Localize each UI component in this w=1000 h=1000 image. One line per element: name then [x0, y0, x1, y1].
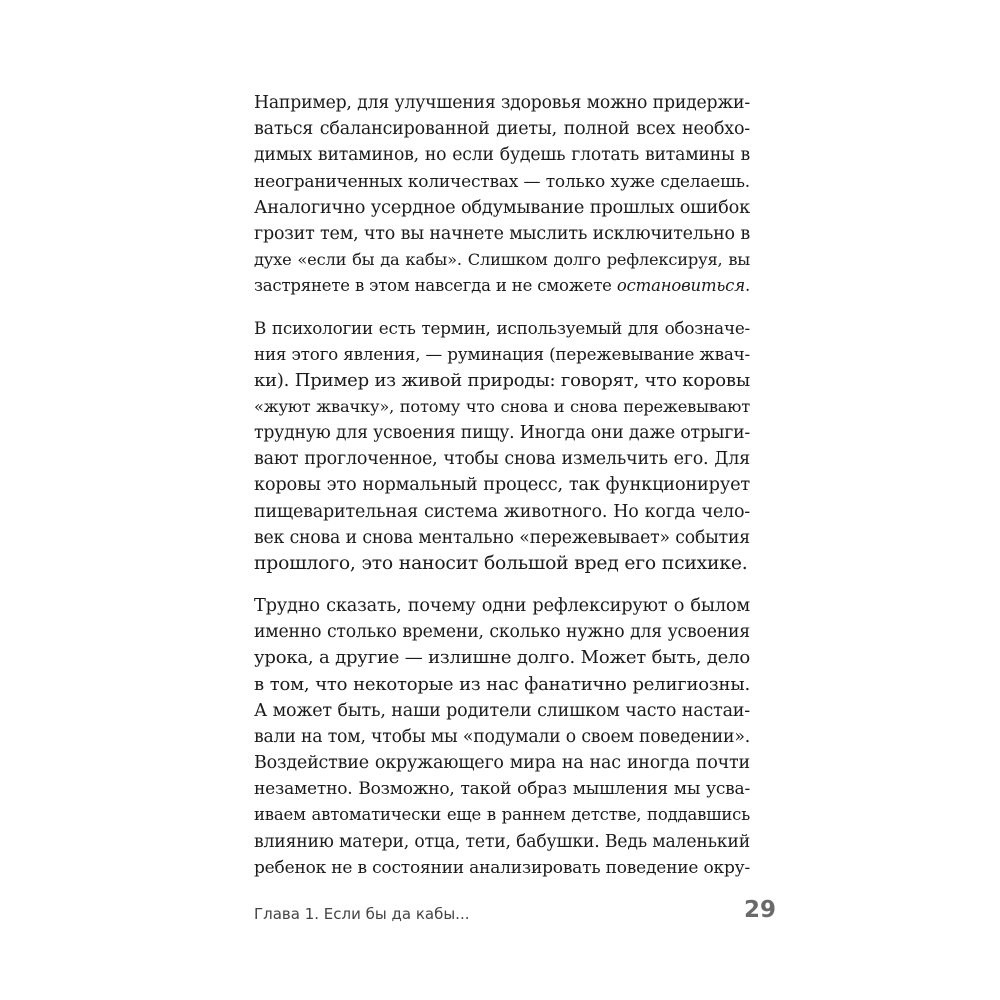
text-line: коровы это нормальный процесс, так функционирует [254, 475, 750, 496]
text-line: грозит тем, что вы начнете мыслить исключительно в [254, 223, 750, 244]
text-line: В психологии есть термин, используемый для обозначе- [254, 318, 750, 339]
running-footer-title: Глава 1. Если бы да кабы... [254, 905, 470, 923]
text-line: А может быть, наши родители слишком часто настаи- [254, 700, 750, 721]
text-line: «жуют жвачку», потому что снова и снова пережевывают [254, 396, 750, 416]
text-line: иваем автоматически еще в раннем детстве, поддавшись [254, 805, 750, 825]
text-line: ния этого явления, — руминация (пережевывание жвач- [254, 344, 750, 365]
paragraph-3 [254, 593, 750, 881]
text-line: влиянию матери, отца, тети, бабушки. Ведь маленький [254, 831, 750, 852]
text-line: в том, что некоторые из нас фанатично религиозны. [254, 673, 750, 695]
line-suffix: . [744, 276, 750, 296]
paragraph-2 [254, 315, 750, 577]
text-line: Аналогично усердное обдумывание прошлых ошибок [254, 197, 750, 218]
text-line-with-emphasis [254, 273, 750, 299]
text-line: Воздействие окружающего мира на нас иногда почти [254, 753, 750, 774]
paragraph-1 [254, 90, 750, 300]
line-prefix: застрянете в этом навсегда и не сможете [254, 276, 617, 296]
text-line: прошлого, это наносит большой вред его психике. [254, 552, 748, 574]
text-line: Например, для улучшения здоровья можно придержи- [254, 93, 750, 113]
text-line: вали на том, чтобы мы «подумали о своем поведении». [254, 726, 750, 747]
text-line: именно столько времени, сколько нужно для усвоения [254, 622, 750, 643]
page-number: 29 [743, 897, 776, 923]
body-text [254, 90, 750, 881]
text-line: вают проглоченное, чтобы снова измельчить его. Для [254, 449, 750, 470]
text-line: димых витаминов, но если будешь глотать витамины в [254, 145, 750, 166]
emphasis-word: остановиться [616, 276, 745, 296]
text-line: трудную для усвоения пищу. Иногда они даже отрыги- [254, 423, 750, 444]
text-line: Трудно сказать, почему одни рефлексируют о былом [254, 595, 750, 616]
text-line: пищеварительная система животного. Но когда чело- [254, 501, 750, 522]
text-line: век снова и снова ментально «пережевывает» события [254, 527, 750, 548]
text-line: ваться сбалансированной диеты, полной всех необхо- [254, 119, 750, 140]
text-line: ки). Пример из живой природы: говорят, что коровы [254, 369, 750, 391]
text-line: незаметно. Возможно, такой образ мышления мы усва- [254, 779, 750, 800]
text-line: духе «если бы да кабы». Слишком долго рефлексируя, вы [254, 250, 750, 270]
text-line: неограниченных количествах — только хуже сделаешь. [254, 171, 750, 192]
text-line: урока, а другие — излишне долго. Может быть, дело [254, 647, 750, 669]
text-line: ребенок не в состоянии анализировать поведение окру- [254, 857, 750, 878]
